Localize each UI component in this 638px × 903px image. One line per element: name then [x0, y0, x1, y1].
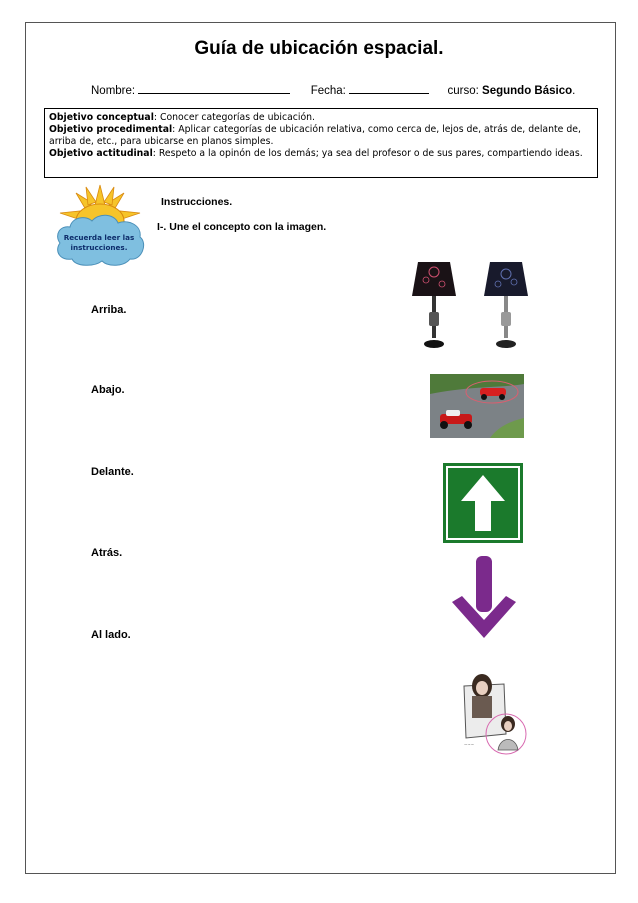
svg-text:Recuerda leer las: Recuerda leer las: [63, 233, 135, 242]
concept-al-lado: Al lado.: [91, 629, 131, 641]
objective-actitudinal-label: Objetivo actitudinal: [49, 148, 153, 159]
concept-arriba: Arriba.: [91, 304, 127, 316]
up-arrow-sign-icon: [443, 463, 523, 543]
instructions-item: I-. Une el concepto con la imagen.: [157, 221, 327, 233]
objective-conceptual-label: Objetivo conceptual: [49, 112, 154, 123]
concept-atras: Atrás.: [91, 547, 123, 559]
lamp-icon: [412, 262, 456, 348]
svg-text:~~~: ~~~: [464, 742, 475, 747]
header-row: Nombre: Fecha: curso: Segundo Básico.: [91, 82, 575, 97]
curso-label: curso:: [447, 85, 479, 97]
lamps-image: [410, 258, 532, 354]
reminder-badge-icon: [52, 183, 148, 269]
concept-delante: Delante.: [91, 466, 134, 478]
instructions-heading: Instrucciones.: [161, 196, 233, 208]
girl-icon: [472, 674, 492, 718]
concept-abajo: Abajo.: [91, 384, 125, 396]
nombre-label: Nombre:: [91, 85, 136, 97]
objective-procedimental-text: : Aplicar categorías de ubicación relativa, como cerca de, lejos de, atrás de, delante de, arriba de, etc., para ubicarse en planos simples.: [49, 124, 581, 147]
fecha-label: Fecha:: [310, 85, 346, 97]
objective-conceptual-text: : Conocer categorías de ubicación.: [153, 112, 316, 123]
curso-value: Segundo Básico: [482, 85, 573, 97]
objective-actitudinal-text: : Respeto a la opinón de los demás; ya sea del profesor o de sus pares, compartiendo ideas.: [152, 148, 583, 159]
fecha-blank[interactable]: [349, 82, 429, 94]
down-arrow-icon: [448, 556, 520, 642]
page-title: Guía de ubicación espacial.: [194, 38, 444, 59]
girl-with-box-image: [458, 672, 528, 762]
nombre-blank[interactable]: [138, 82, 290, 94]
objective-procedimental-label: Objetivo procedimental: [49, 124, 173, 135]
lamp-icon: [484, 262, 528, 348]
objectives-box: [44, 108, 598, 178]
svg-text:instrucciones.: instrucciones.: [70, 243, 128, 252]
race-cars-image: [430, 374, 524, 438]
